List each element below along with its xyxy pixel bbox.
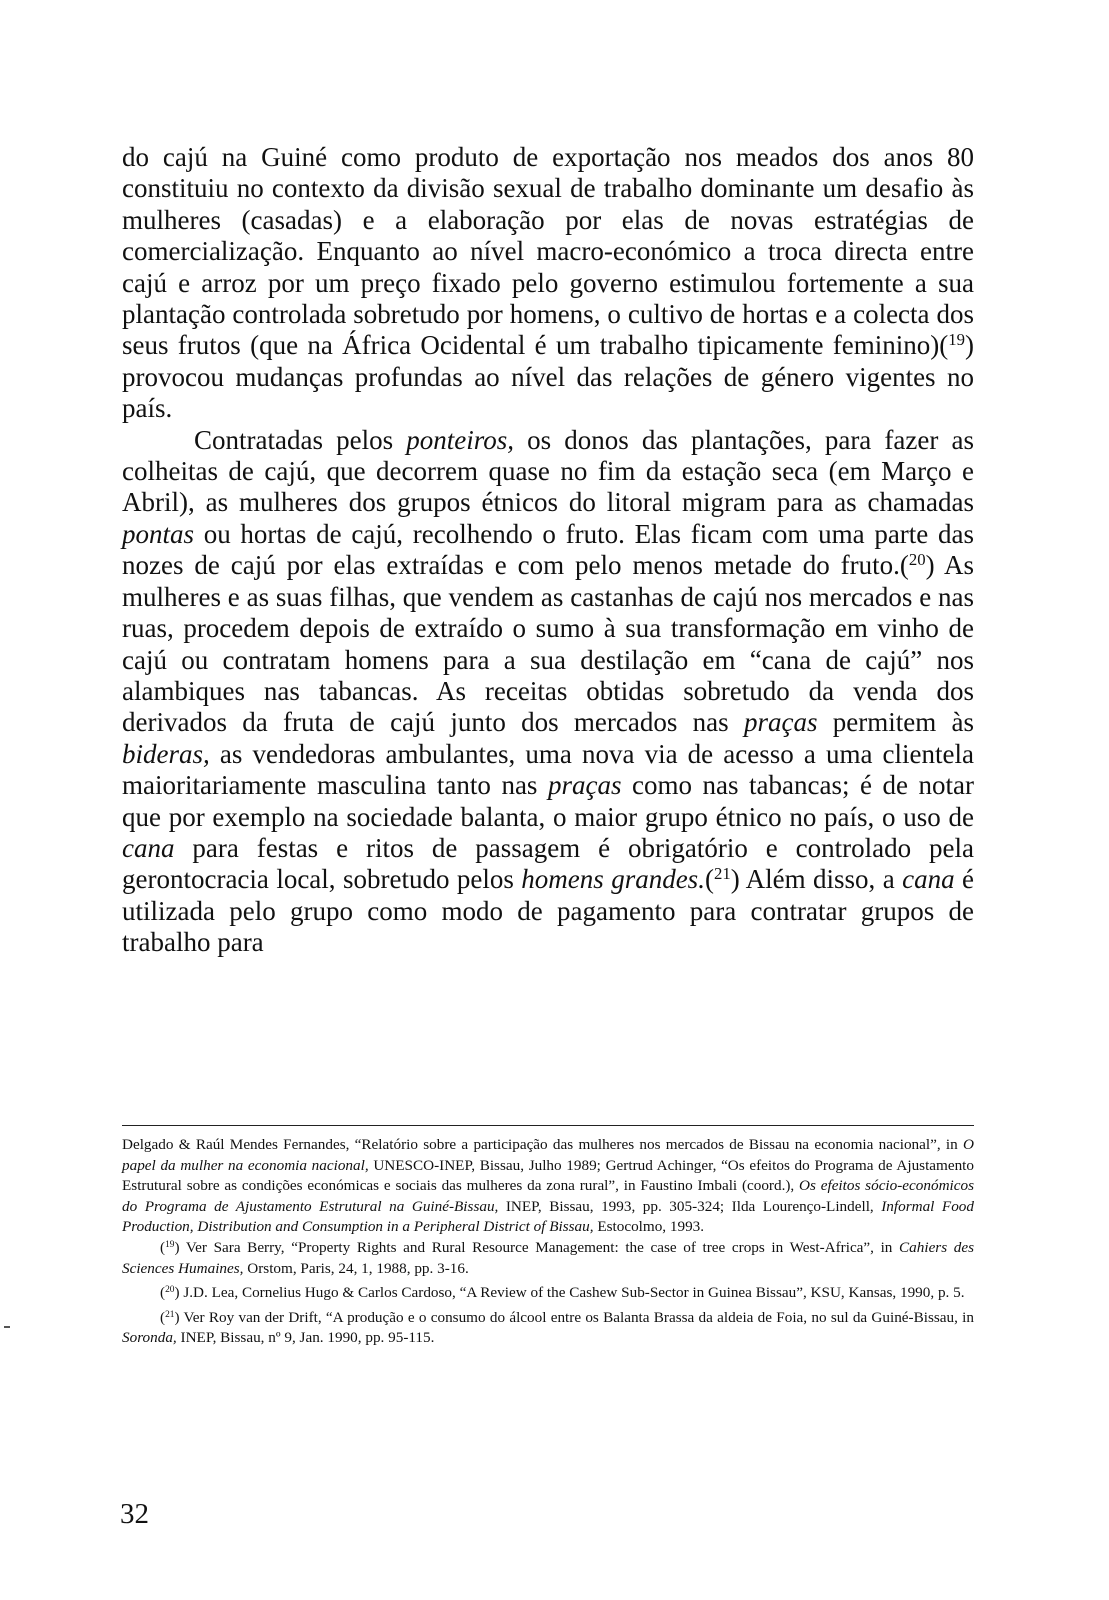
italic-term: bideras, [122, 738, 210, 769]
italic-term: praças [743, 707, 818, 738]
footnote-number: 19 [165, 1239, 175, 1250]
footnote-separator [122, 1125, 974, 1126]
text-run: ( [704, 864, 714, 895]
italic-title: Cahiers des Sciences Humaines, [122, 1238, 974, 1277]
italic-title: Soronda, [122, 1329, 177, 1347]
text-run: os donos das plantações, para fazer as colheitas de cajú, que decorrem quase no fim da estação seca (em Março e Abril), as mulheres dos grupos étnicos do litoral migram para as chamadas [122, 424, 974, 518]
footnote-ref-19[interactable]: 19 [948, 330, 965, 350]
text-run: ) provocou mudanças profundas ao nível das relações de género vigentes no país. [122, 330, 974, 424]
footnote-ref-21[interactable]: 21 [713, 864, 731, 884]
footnotes [122, 1135, 974, 1349]
text-run: INEP, Bissau, nº 9, Jan. 1990, pp. 95-115. [176, 1329, 435, 1347]
text-run: como nas tabancas; é de notar que por exemplo na sociedade balanta, o maior grupo étnico no país, o uso de [122, 770, 974, 832]
text-run: UNESCO-INEP, Bissau, Julho 1989; Gertrud Achinger, “Os efeitos do Programa de Ajustamento Estrutural sobre as condições económicas e sociais das mulheres da zona rural”, in Faustino Imbali (coord.), [122, 1156, 974, 1195]
text-run: as vendedoras ambulantes, uma nova via de acesso a uma clientela maioritariamente masculina tanto nas [122, 738, 974, 801]
text-run: permitem às [817, 707, 974, 738]
page-number: 32 [120, 1498, 149, 1530]
text-run: para festas e ritos de passagem é obrigatório e controlado pela gerontocracia local, sobretudo pelos [122, 832, 974, 895]
text-run: Estocolmo, 1993. [593, 1218, 705, 1236]
text-run: ) J.D. Lea, Cornelius Hugo & Carlos Cardoso, “A Review of the Cashew Sub-Sector in Guinea Bissau”, KSU, Kansas, 1990, p. 5. [174, 1284, 965, 1302]
italic-term: cana [122, 832, 175, 863]
body-text [122, 142, 974, 959]
italic-title: O papel da mulher na economia nacional, [122, 1136, 974, 1174]
italic-term: homens grandes. [521, 864, 705, 895]
italic-term: ponteiros, [406, 424, 514, 455]
footnote-21: ($^{21}$) Ver Roy van der Drift, “A produção e o consumo do álcool entre os Balanta Brassa da aldeia de Foia, no sul da Guiné-Bissau, in Soronda, INEP, Bissau, nº 9, Jan. 1990, pp. 95-115. [122, 1308, 974, 1347]
footnote-number: 21 [165, 1309, 175, 1320]
text-run: ou hortas de cajú, recolhendo o fruto. Elas ficam com uma parte das nozes de cajú por elas extraídas e com pelo menos metade do fruto.( [122, 518, 974, 581]
footnote-continuation [122, 1135, 974, 1238]
footnote-ref-20[interactable]: 20 [908, 550, 926, 570]
text-run: ) As mulheres e as suas filhas, que vendem as castanhas de cajú nos mercados e nas ruas, procedem depois de extraído o sumo à sua transformação em vinho de cajú ou contratam homens para a sua destilação em “cana de cajú” nos alambiques nas tabancas. As receitas obtidas sobretudo da venda dos derivados da fruta de cajú junto dos mercados nas [122, 550, 974, 738]
text-run: do cajú na Guiné como produto de exportação nos meados dos anos 80 constituiu no contexto da divisão sexual de trabalho dominante um desafio às mulheres (casadas) e a elaboração por elas de novas estratégias de comercialização. Enquanto ao nível macro-económico a troca directa entre cajú e arroz por um preço fixado pelo governo estimulou fortemente a sua plantação controlada sobretudo por homens, o cultivo de hortas e a colecta dos seus frutos (que na África Ocidental é um trabalho tipicamente feminino)( [122, 142, 974, 361]
text-run: Delgado & Raúl Mendes Fernandes, “Relatório sobre a participação das mulheres nos mercados de Bissau na economia nacional”, in [122, 1136, 964, 1153]
italic-term: praças [547, 770, 622, 801]
footnote-number: 20 [165, 1284, 175, 1295]
text-run: ) Ver Sara Berry, “Property Rights and Rural Resource Management: the case of tree crops in West-Africa”, in [174, 1238, 900, 1256]
italic-title: Os efeitos sócio-económicos do Programa de Ajustamento Estrutural na Guiné-Bissau, [122, 1177, 974, 1215]
italic-title: Informal Food Production, Distribution and Consumption in a Peripheral District of Bissau, [122, 1197, 974, 1236]
text-run: Orstom, Paris, 24, 1, 1988, pp. 3-16. [243, 1259, 469, 1277]
footnote-20: ($^{20}$) J.D. Lea, Cornelius Hugo & Carlos Cardoso, “A Review of the Cashew Sub-Sector in Guinea Bissau”, KSU, Kansas, 1990, p. 5. [160, 1284, 965, 1302]
paragraph-2 [122, 425, 974, 959]
paragraph-1 [122, 142, 974, 425]
text-run: é utilizada pelo grupo como modo de pagamento para contratar grupos de trabalho para [122, 864, 974, 958]
text-run: ) Ver Roy van der Drift, “A produção e o consumo do álcool entre os Balanta Brassa da aldeia de Foia, no sul da Guiné-Bissau, in [174, 1308, 974, 1326]
text-run: ) Além disso, a [730, 864, 903, 895]
italic-term: cana [902, 864, 955, 895]
italic-term: pontas [122, 518, 195, 549]
scan-margin-mark [4, 1326, 10, 1328]
footnote-19: ($^{19}$) Ver Sara Berry, “Property Rights and Rural Resource Management: the case of tree crops in West-Africa”, in Cahiers des Sciences Humaines, Orstom, Paris, 24, 1, 1988, pp. 3-16. [122, 1238, 974, 1277]
text-run: Contratadas pelos [194, 424, 407, 455]
text-run: INEP, Bissau, 1993, pp. 305-324; Ilda Lourenço-Lindell, [498, 1197, 882, 1215]
